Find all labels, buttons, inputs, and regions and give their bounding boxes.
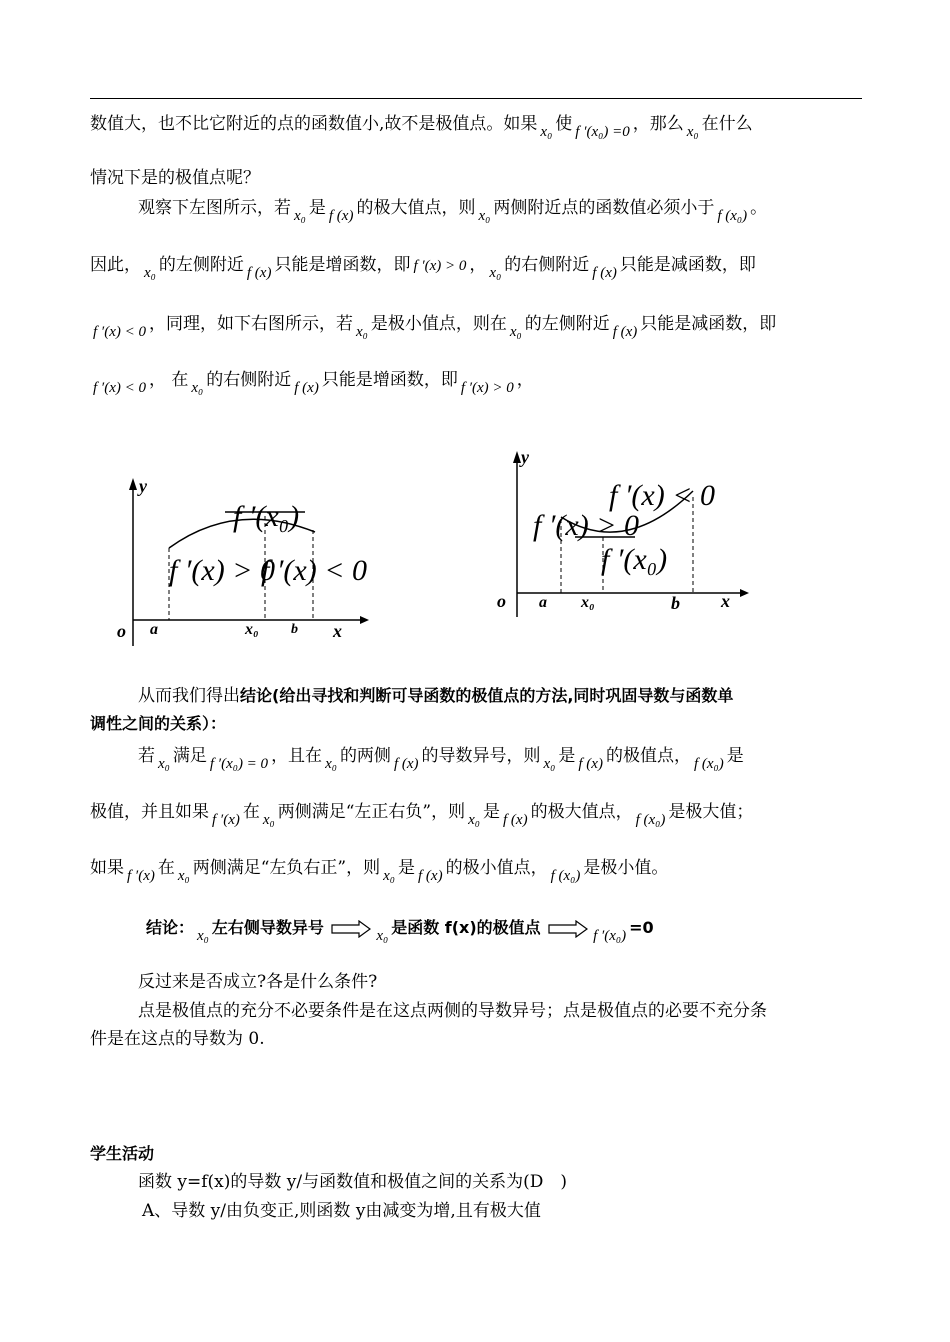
activity-option-a: A、导数 y/由负变正,则函数 y由减变为增,且有极大值 bbox=[142, 1201, 541, 1221]
math-x0: x₀ bbox=[540, 124, 553, 140]
x-axis-arrow-icon bbox=[360, 616, 369, 624]
text: 是极小值点，则在 bbox=[370, 314, 507, 334]
math-fprime: f ′(x) bbox=[127, 868, 155, 884]
text: 在 bbox=[242, 802, 260, 822]
text: 只能是减函数，即 bbox=[640, 314, 777, 334]
text: ， bbox=[516, 370, 534, 390]
math-fx: f (x) bbox=[393, 756, 419, 772]
text: 的极值点， bbox=[605, 746, 691, 766]
text: 两侧附近点的函数值必须小于 bbox=[493, 198, 715, 218]
text: 的两侧 bbox=[339, 746, 391, 766]
math-fx: f (x) bbox=[246, 265, 272, 281]
x-axis-arrow-icon bbox=[740, 589, 749, 597]
label-o: o bbox=[497, 591, 506, 611]
math-fx0: f (x₀) bbox=[635, 812, 666, 828]
bold-text: 结论(给出寻找和判断可导函数的极值点的方法,同时巩固导数与函数单 bbox=[240, 686, 734, 705]
math-eq: f ′(x₀) bbox=[593, 928, 627, 944]
section-title bbox=[90, 1142, 154, 1166]
label-b: b bbox=[291, 622, 298, 637]
math-x0: x₀ bbox=[294, 208, 306, 224]
text: 极值，并且如果 bbox=[90, 802, 209, 822]
paragraph-12b: 件是在这点的导数为 0. bbox=[90, 1029, 265, 1049]
implies-arrow-icon bbox=[331, 920, 371, 938]
text: 是 bbox=[483, 802, 500, 822]
math-fx0: f (x₀) bbox=[550, 868, 581, 884]
text: 。 bbox=[750, 198, 768, 218]
text: 是 bbox=[398, 858, 415, 878]
math-x0: x₀ bbox=[478, 208, 491, 224]
math-x0: x₀ bbox=[383, 868, 395, 884]
text: 满足 bbox=[172, 746, 207, 766]
text: ，同理，如下右图所示，若 bbox=[148, 314, 353, 334]
paragraph-6 bbox=[90, 368, 534, 396]
label-fprime-positive: f ′(x) > 0 bbox=[169, 554, 275, 587]
math-x0: x₀ bbox=[325, 756, 337, 772]
text: 是 bbox=[558, 746, 576, 766]
math-x0: x₀ bbox=[686, 124, 699, 140]
text: ， bbox=[469, 255, 487, 275]
paragraph-5 bbox=[90, 312, 777, 340]
math-fx: f (x) bbox=[612, 324, 638, 340]
label-x: x bbox=[333, 621, 342, 641]
math-eq: f ′(x₀) =0 bbox=[575, 124, 630, 140]
text: 是 bbox=[308, 198, 326, 218]
math-fx: f (x) bbox=[418, 868, 443, 884]
text: 只能是减函数，即 bbox=[619, 255, 756, 275]
text: 是 bbox=[726, 746, 744, 766]
math-x0: x₀ bbox=[509, 324, 522, 340]
label-b: b bbox=[671, 593, 680, 613]
conclusion-a: 左右侧导数异号 bbox=[211, 918, 324, 937]
text: 使 bbox=[555, 114, 573, 134]
math-pos: f ′(x) > 0 bbox=[460, 380, 514, 396]
label-y: y bbox=[521, 447, 529, 467]
math-pos: f ′(x) > 0 bbox=[413, 258, 467, 274]
text: 从而我们得出 bbox=[138, 686, 240, 706]
math-fx: f (x) bbox=[294, 380, 319, 396]
text: 数值大，也不比它附近的点的函数值小,故不是极值点。如果 bbox=[90, 114, 538, 134]
text: 是极大值； bbox=[668, 802, 754, 822]
y-axis-arrow-icon bbox=[129, 478, 137, 490]
math-x0: x₀ bbox=[191, 380, 204, 396]
math-neg: f ′(x) < 0 bbox=[93, 380, 146, 396]
label-x: x bbox=[721, 591, 730, 611]
text: 的左侧附近 bbox=[158, 255, 244, 275]
label-fprime-negative: f ′(x) < 0 bbox=[261, 554, 367, 587]
text: 的极大值点，则 bbox=[356, 198, 476, 218]
math-x0: x₀ bbox=[144, 265, 156, 281]
paragraph-12a: 点是极值点的充分不必要条件是在这点两侧的导数异号；点是极值点的必要不充分条 bbox=[138, 1001, 767, 1021]
label-o: o bbox=[117, 621, 126, 641]
math-fprime: f ′(x) bbox=[212, 812, 240, 828]
paragraph-2: 情况下是的极值点呢？ bbox=[90, 168, 260, 188]
math-x0: x₀ bbox=[262, 812, 275, 828]
text: 两侧满足“左负右正”，则 bbox=[192, 858, 381, 878]
paragraph-1 bbox=[90, 112, 753, 140]
math-x0: x₀ bbox=[355, 324, 368, 340]
text: ，那么 bbox=[632, 114, 684, 134]
label-y: y bbox=[139, 476, 147, 496]
paragraph-10 bbox=[90, 856, 669, 884]
conclusion-b: 是函数 f(x)的极值点 bbox=[391, 918, 541, 937]
figure-minimum bbox=[495, 445, 765, 625]
activity-title: 学生活动 bbox=[90, 1144, 155, 1163]
text: 若 bbox=[138, 746, 155, 766]
label-fprime-positive: f ′(x) > 0 bbox=[533, 509, 639, 542]
math-fx: f (x) bbox=[592, 265, 617, 281]
math-x0: x₀ bbox=[543, 756, 556, 772]
label-a: a bbox=[150, 621, 158, 638]
text: 的左侧附近 bbox=[524, 314, 610, 334]
text: 的极小值点， bbox=[445, 858, 548, 878]
label-fprime-x0: f ′(x₀) bbox=[601, 543, 668, 576]
conclusion-label: 结论： bbox=[146, 918, 195, 937]
implies-arrow-icon bbox=[548, 920, 588, 938]
conclusion-line bbox=[146, 916, 654, 944]
paragraph-3 bbox=[138, 196, 768, 224]
text: 在 bbox=[157, 858, 175, 878]
text: 只能是增函数，即 bbox=[321, 370, 458, 390]
text: 的极大值点， bbox=[530, 802, 633, 822]
math-x0: x₀ bbox=[197, 928, 209, 944]
figure-maximum bbox=[105, 470, 375, 650]
paragraph-4 bbox=[90, 253, 756, 281]
math-fx0: f (x₀) bbox=[693, 756, 724, 772]
text: ，且在 bbox=[271, 746, 323, 766]
math-fx: f (x) bbox=[578, 756, 603, 772]
paragraph-9 bbox=[90, 800, 754, 828]
text: 只能是增函数，即 bbox=[274, 255, 411, 275]
math-x0: x₀ bbox=[468, 812, 480, 828]
math-x0: x₀ bbox=[177, 868, 190, 884]
paragraph-7 bbox=[138, 684, 733, 708]
label-fprime-x0: f ′(x₀) bbox=[233, 500, 300, 533]
text: ， 在 bbox=[148, 370, 189, 390]
conclusion-c: =0 bbox=[629, 918, 654, 937]
text: 是极小值。 bbox=[583, 858, 669, 878]
activity-question: 函数 y=f(x)的导数 y/与函数值和极值之间的关系为(D ) bbox=[138, 1172, 568, 1192]
text: 两侧满足“左正右负”，则 bbox=[277, 802, 466, 822]
y-axis-arrow-icon bbox=[513, 451, 521, 463]
text: 的右侧附近 bbox=[206, 370, 292, 390]
math-fx0: f (x₀) bbox=[717, 208, 748, 224]
header-rule bbox=[90, 98, 862, 99]
math-fx: f (x) bbox=[328, 208, 354, 224]
text: 的右侧附近 bbox=[504, 255, 590, 275]
label-x0: x₀ bbox=[581, 594, 595, 611]
text: 在什么 bbox=[701, 114, 753, 134]
label-fprime-negative: f ′(x) < 0 bbox=[609, 479, 715, 512]
label-a: a bbox=[539, 594, 547, 611]
label-x0: x₀ bbox=[245, 621, 259, 638]
math-x0: x₀ bbox=[489, 265, 502, 281]
math-x0: x₀ bbox=[158, 756, 170, 772]
math-x0: x₀ bbox=[376, 928, 389, 944]
text: 的导数异号，则 bbox=[421, 746, 541, 766]
paragraph-11: 反过来是否成立?各是什么条件? bbox=[138, 972, 378, 992]
text: 观察下左图所示，若 bbox=[138, 198, 291, 218]
paragraph-8 bbox=[138, 744, 744, 772]
math-fx: f (x) bbox=[503, 812, 528, 828]
bold-text: 调性之间的关系）： bbox=[90, 714, 227, 733]
text: 如果 bbox=[90, 858, 124, 878]
text: 因此， bbox=[90, 255, 141, 275]
math-neg: f ′(x) < 0 bbox=[93, 324, 146, 340]
paragraph-7b bbox=[90, 712, 226, 736]
math-eq: f ′(x₀) = 0 bbox=[209, 756, 269, 772]
